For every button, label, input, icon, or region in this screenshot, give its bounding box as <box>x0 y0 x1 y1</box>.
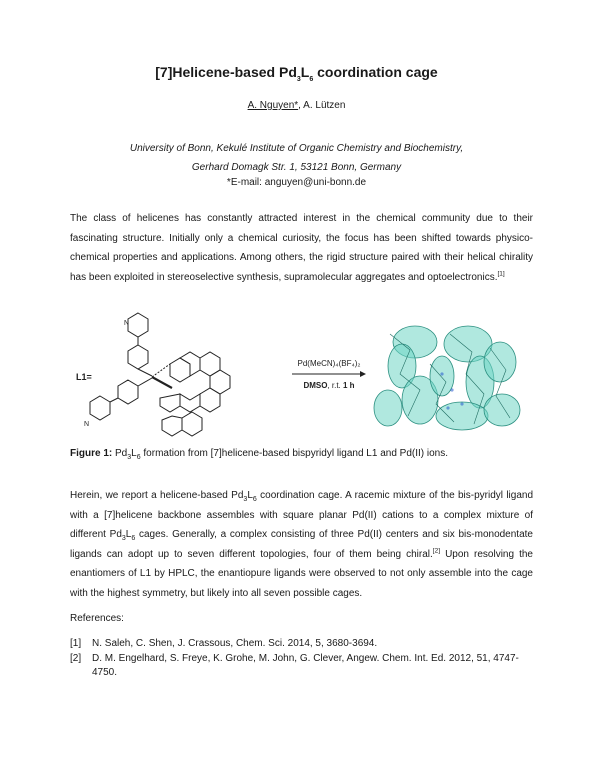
citation-1: [1] <box>497 270 505 278</box>
pyridine-ring-top <box>128 313 148 337</box>
body-paragraph: Herein, we report a helicene-based $Pd_3L_6$ coordination cage. A racemic mixture of the bis-pyridyl ligand with a [7]helicene backbone assembles with square planar Pd(II) cations to a complex mixture of different $Pd_3L_6$ cages. Generally, a complex consisting of three Pd(II) centers and six bis-monodentate ligands can adopt up to seven different topologies, four of them being chiral.[2] Upon resolving the enantiomers of L1 by HPLC, the enantiopure ligands were observed to not only assemble into the cage with the highest symmetry, but likely into all seven possible cages. <box>70 490 534 599</box>
affiliation-line-1: University of Bonn, Kekulé Institute of Organic Chemistry and Biochemistry, <box>129 143 464 154</box>
conditions-label: DMSO, r.t. 1 h <box>303 381 355 390</box>
contact-email: *E-mail: anguyen@uni-bonn.de <box>226 177 367 188</box>
author-nguyen: A. Nguyen* <box>247 100 299 111</box>
helicene-backbone <box>160 352 230 436</box>
phenyl-ring-top <box>128 345 148 369</box>
ligand-structure <box>76 313 230 436</box>
author-list <box>0 100 593 111</box>
affiliation <box>0 139 593 177</box>
intro-paragraph: The class of helicenes has constantly attracted interest in the chemical community due to their fascinating structure. Initially only a chemical curiosity, the focus has been shifted towards physico-chemical properties and applications. Among others, the rigid structure paired with their helical chirality has been exploited in stereoselective synthesis, supramolecular aggregates and optoelectronics.[1] <box>70 213 533 283</box>
citation-2: [2] <box>432 547 441 555</box>
reaction-arrow <box>292 371 366 377</box>
pyridine-ring-bottom <box>90 396 110 420</box>
cage-structure-image <box>374 326 520 430</box>
pyridine-n-bottom: N <box>84 421 90 428</box>
reagent-label: Pd(MeCN)₄(BF₄)₂ <box>297 359 361 368</box>
reference-text: D. M. Engelhard, S. Freye, K. Grohe, M. John, G. Clever, Angew. Chem. Int. Ed. 2012, 51, 4747-4750. <box>92 653 519 678</box>
affiliation-line-2: Gerhard Domagk Str. 1, 53121 Bonn, Germany <box>191 162 402 173</box>
references-heading: References: <box>70 613 124 624</box>
figure-caption: Figure 1: $Pd_3L_6$ formation from [7]helicene-based bispyridyl ligand L1 and Pd(II) ions. <box>70 448 449 461</box>
figure-1 <box>70 304 533 444</box>
pyridine-n-top: N <box>124 320 130 327</box>
author-lutzen: , A. Lützen <box>298 100 346 111</box>
reference-number: [2] <box>70 653 82 664</box>
phenyl-ring-bottom <box>118 380 138 404</box>
reference-number: [1] <box>70 638 82 649</box>
reference-text: N. Saleh, C. Shen, J. Crassous, Chem. Sci. 2014, 5, 3680-3694. <box>92 638 378 649</box>
paper-title: [7]Helicene-based $Pd_3L_6$ coordination cage <box>155 64 438 83</box>
ligand-label: L1= <box>76 372 92 382</box>
